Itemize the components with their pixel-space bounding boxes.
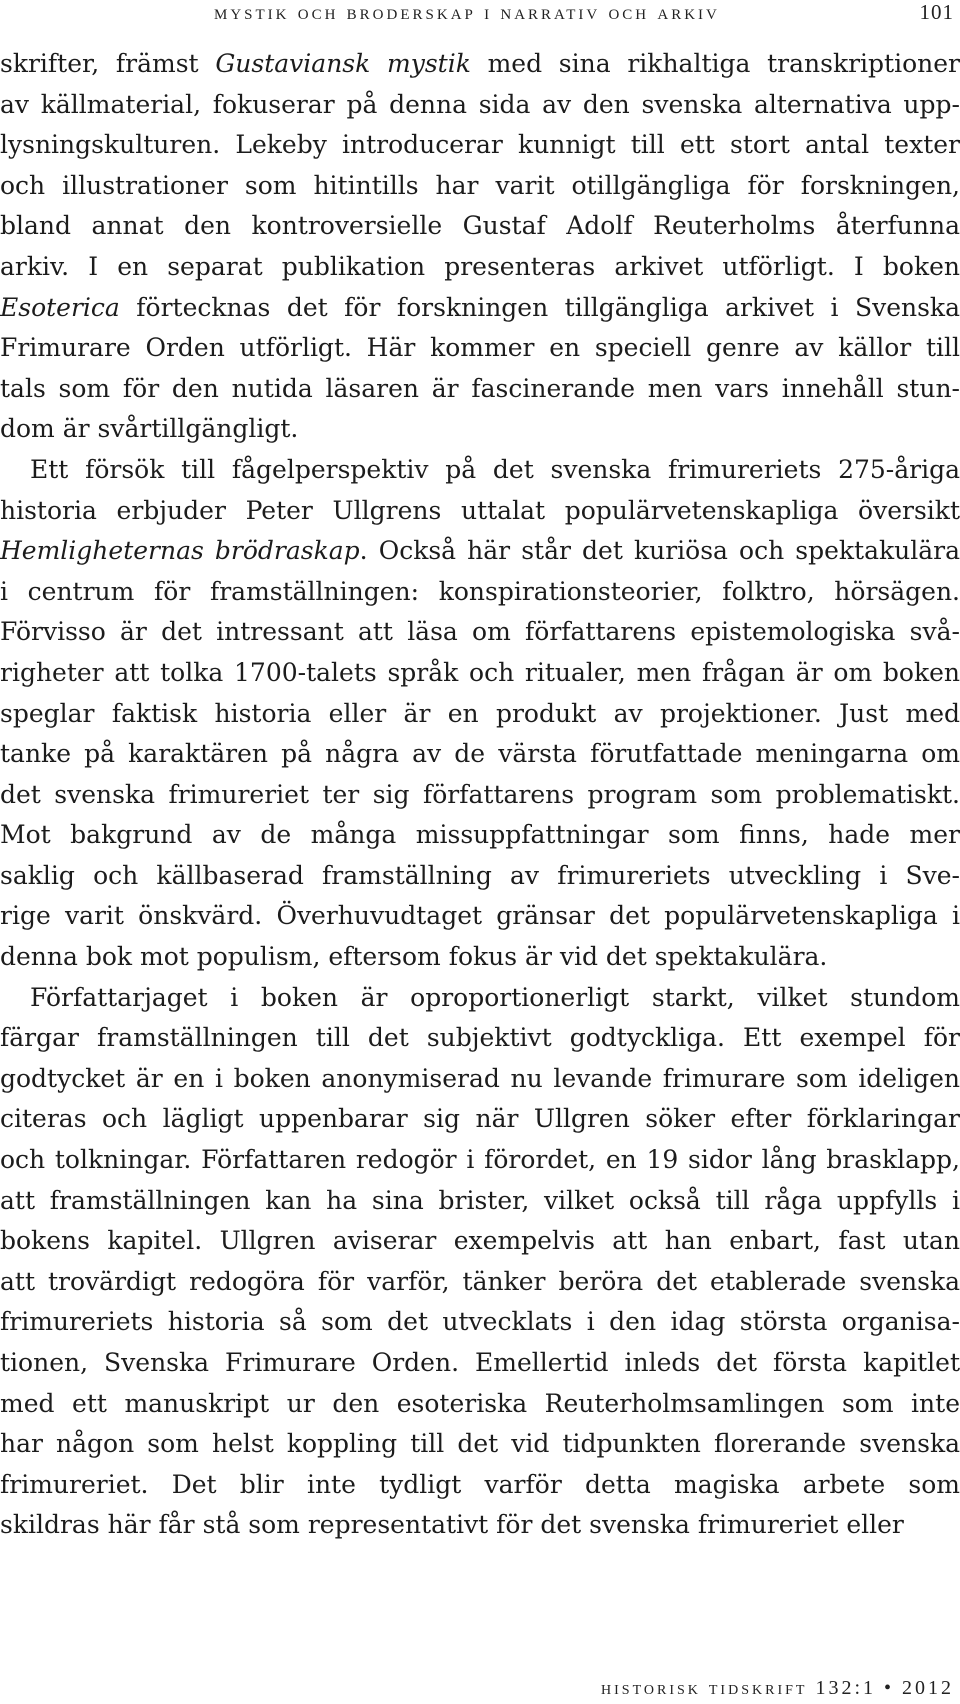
text-line: lysningskulturen. Lekeby introducerar kunnigt till ett stort antal texter [0, 130, 960, 160]
running-title: mystik och broderskap i narrativ och arkiv [214, 0, 720, 24]
text-line: Förvisso är det intressant att läsa om författarens epistemologiska svå- [0, 617, 960, 647]
running-header [0, 0, 960, 24]
text-line: att framställningen kan ha sina brister, vilket också till råga uppfylls i [0, 1185, 960, 1215]
text-line: det svenska frimureriet ter sig författarens program som problematiskt. [0, 779, 960, 809]
text-line: righeter att tolka 1700-talets språk och ritualer, men frågan är om boken [0, 657, 960, 687]
text-line: och tolkningar. Författaren redogör i förordet, en 19 sidor lång brasklapp, [0, 1145, 960, 1175]
text-line: speglar faktisk historia eller är en produkt av projektioner. Just med [0, 698, 960, 728]
text-line: frimureriets historia så som det utvecklats i den idag största organisa- [0, 1307, 960, 1337]
text-line: godtycket är en i boken anonymiserad nu levande frimurare som ideligen [0, 1063, 960, 1093]
text-line: av källmaterial, fokuserar på denna sida av den svenska alternativa upp- [0, 89, 960, 119]
text-line: bokens kapitel. Ullgren aviserar exempelvis att han enbart, fast utan [0, 1226, 960, 1256]
text-line: Hemligheternas brödraskap. Också här står det kuriösa och spektakulära [0, 536, 960, 566]
italic-title: Esoterica [0, 292, 120, 322]
paragraph [0, 44, 960, 450]
journal-footer: historisk tidskrift 132:1 • 2012 [601, 1677, 954, 1699]
text-line: skildras här får stå som representativt för det svenska frimureriet eller [0, 1510, 904, 1540]
text-line: saklig och källbaserad framställning av frimureriets utveckling i Sve- [0, 860, 960, 890]
text-line: historia erbjuder Peter Ullgrens uttalat populärvetenskapliga översikt [0, 495, 960, 525]
text-line: Mot bakgrund av de många missuppfattningar som finns, hade mer [0, 820, 960, 850]
text-line: Esoterica förtecknas det för forskningen tillgängliga arkivet i Svenska [0, 292, 960, 322]
text-line: rige varit önskvärd. Överhuvudtaget gränsar det populärvetenskapliga i [0, 901, 960, 931]
text-line: Frimurare Orden utförligt. Här kommer en speciell genre av källor till [0, 333, 960, 363]
text-line: tals som för den nutida läsaren är fascinerande men vars innehåll stun- [0, 373, 960, 403]
text-line: och illustrationer som hitintills har varit otillgängliga för forskningen, [0, 170, 960, 200]
paragraph [0, 978, 960, 1546]
text-line: skrifter, främst Gustaviansk mystik med sina rikhaltiga transkriptioner [0, 49, 960, 78]
text-line: att trovärdigt redogöra för varför, tänker beröra det etablerade svenska [0, 1266, 960, 1296]
text-line: tanke på karaktären på några av de värsta förutfattade meningarna om [0, 739, 960, 769]
text-line: med ett manuskript ur den esoteriska Reuterholmsamlingen som inte [0, 1388, 960, 1418]
text-line: färgar framställningen till det subjektivt godtyckliga. Ett exempel för [0, 1023, 960, 1053]
paragraph [0, 450, 960, 978]
page-number: 101 [919, 0, 954, 24]
text-line: frimureriet. Det blir inte tydligt varför detta magiska arbete som [0, 1469, 960, 1499]
text-line: dom är svårtillgängligt. [0, 414, 299, 444]
text-line: citeras och lägligt uppenbarar sig när Ullgren söker efter förklaringar [0, 1104, 960, 1134]
text-line: Ett försök till fågelperspektiv på det svenska frimureriets 275-åriga [30, 454, 960, 484]
italic-title: Gustaviansk mystik [215, 49, 471, 78]
text-line: har någon som helst koppling till det vid tidpunkten florerande svenska [0, 1429, 960, 1459]
text-line: denna bok mot populism, eftersom fokus är vid det spektakulära. [0, 942, 828, 972]
text-line: tionen, Svenska Frimurare Orden. Emellertid inleds det första kapitlet [0, 1348, 960, 1377]
text-line: arkiv. I en separat publikation presenteras arkivet utförligt. I boken [0, 251, 960, 281]
italic-title: Hemligheternas brödraskap [0, 536, 360, 566]
article-body [0, 44, 960, 1546]
text-line: i centrum för framställningen: konspirationsteorier, folktro, hörsägen. [0, 576, 960, 606]
text-line: bland annat den kontroversielle Gustaf Adolf Reuterholms återfunna [0, 211, 960, 241]
text-line: Författarjaget i boken är oproportionerligt starkt, vilket stundom [30, 982, 960, 1012]
